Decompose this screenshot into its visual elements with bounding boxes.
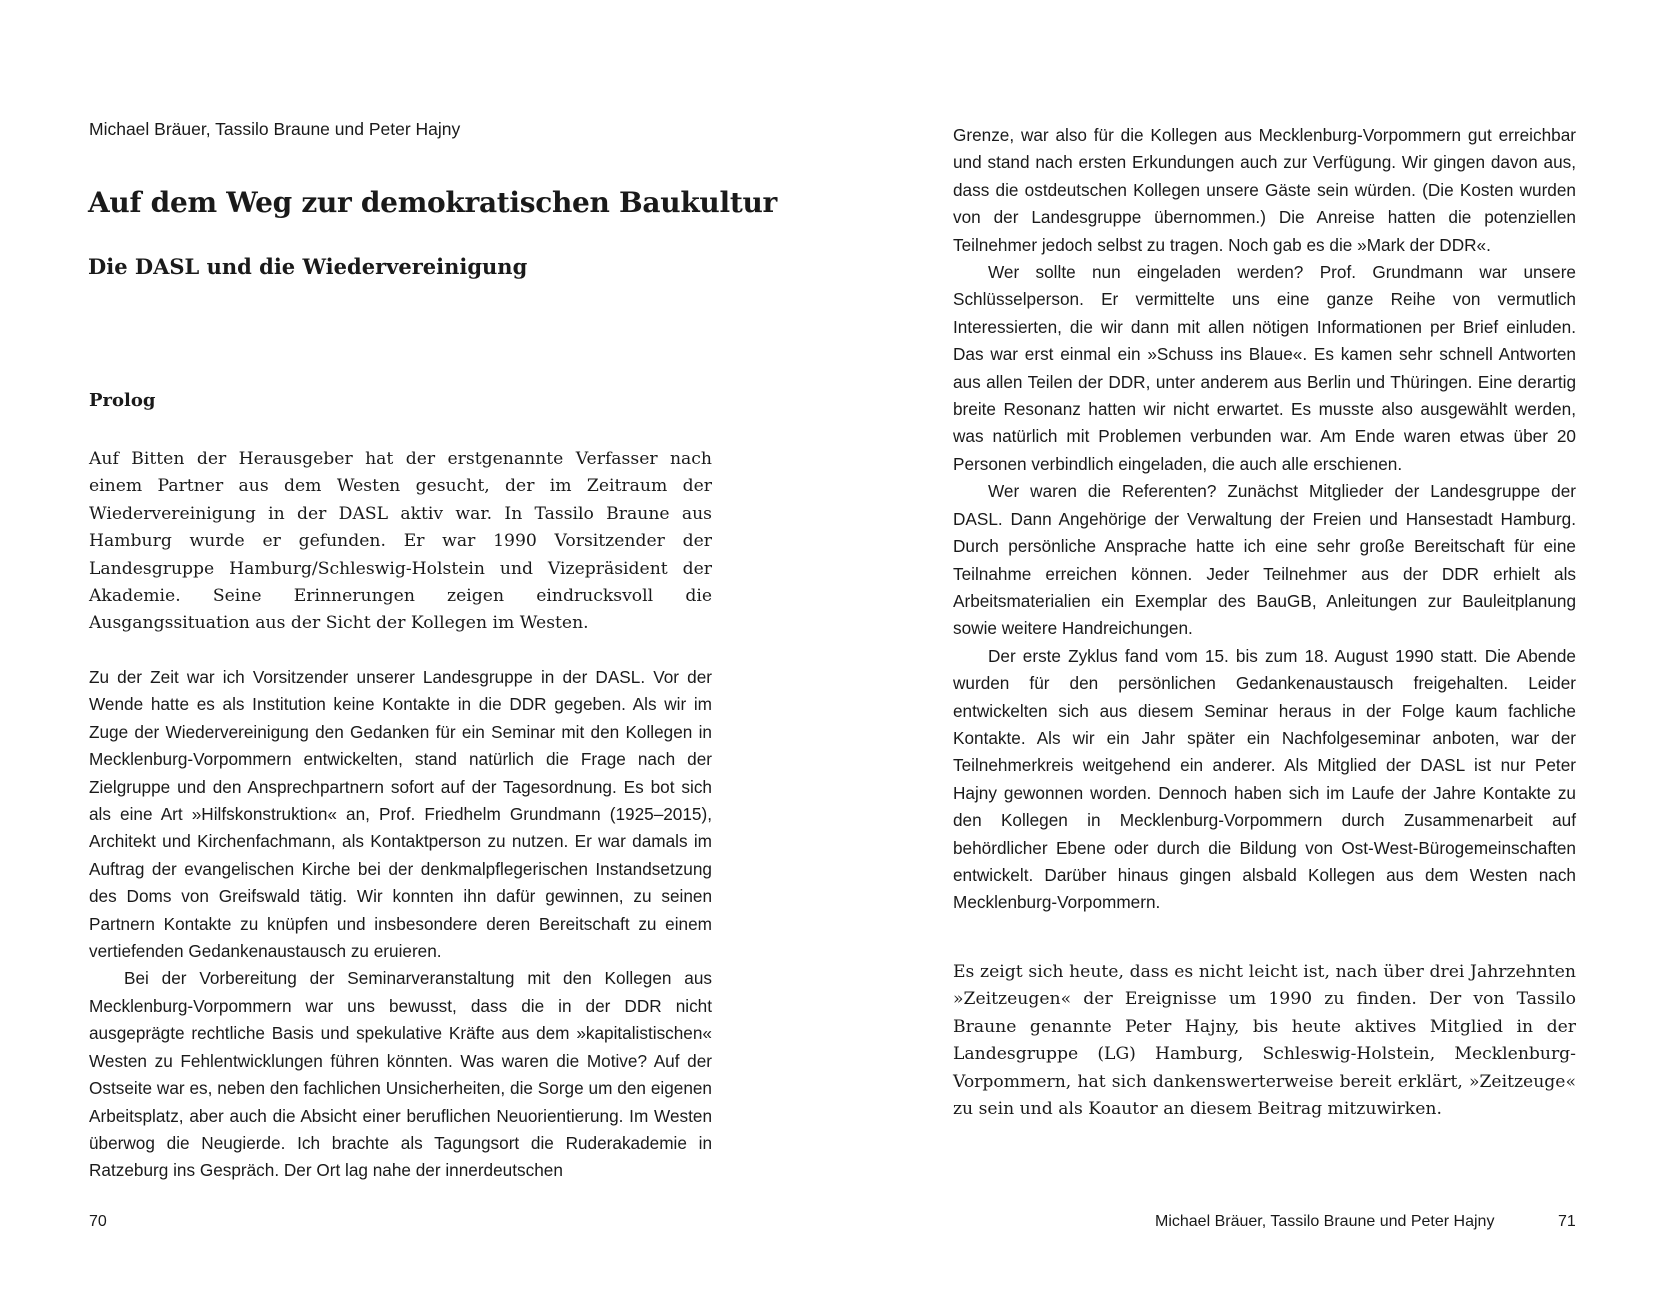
closing-text: Es zeigt sich heute, dass es nicht leicht ist, nach über drei Jahrzehnten »Zeitzeugen« der Ereignisse um 1990 zu finden. Der von Tassilo Braune genannte Peter Hajny, bis heute aktives Mitglied in der Landesgruppe (LG) Hamburg, Schleswig-Holstein, Mecklenburg-Vorpommern, hat sich dankenswerterweise bereit erklärt, »Zeitzeuge« zu sein und als Koautor an diesem Beitrag mitzuwirken. [953,962,1576,1120]
chapter-subtitle: Die DASL und die Wiedervereinigung [88,254,528,279]
body-text-left [89,664,712,1185]
body-paragraph: Wer waren die Referenten? Zunächst Mitglieder der Landesgruppe der DASL. Dann Angehörige der Verwaltung der Freien und Hansestadt Hamburg. Durch persönliche Ansprache hatte ich eine sehr große Bereitschaft für eine Teilnahme erreichen können. Jeder Teilnehmer aus der DDR erhielt als Arbeitsmaterialien ein Exemplar des BauGB, Anleitungen zur Bauleitplanung sowie weitere Handreichungen. [953,481,1576,639]
running-footer: Michael Bräuer, Tassilo Braune und Peter Hajny [1155,1213,1495,1230]
author-line: Michael Bräuer, Tassilo Braune und Peter Hajny [89,119,461,139]
intro-text: Auf Bitten der Herausgeber hat der erstgenannte Verfasser nach einem Partner aus dem Westen gesucht, der im Zeitraum der Wiedervereinigung in der DASL aktiv war. In Tassilo Braune aus Hamburg wurde er gefunden. Er war 1990 Vorsitzender der Landesgruppe Hamburg/Schleswig-Holstein und Vizepräsident der Akademie. Seine Erinnerungen zeigen eindrucksvoll die Ausgangssituation aus der Sicht der Kollegen im Westen. [89,449,712,634]
body-paragraph: Grenze, war also für die Kollegen aus Mecklenburg-Vorpommern gut erreichbar und stand nach ersten Erkundungen auch zur Verfügung. Wir gingen davon aus, dass die ostdeutschen Kollegen unsere Gäste sein würden. (Die Kosten wurden von der Landesgruppe übernommen.) Die Anreise hatten die potenziellen Teilnehmer jedoch selbst zu tragen. Noch gab es die »Mark der DDR«. [953,125,1576,255]
body-paragraph: Der erste Zyklus fand vom 15. bis zum 18. August 1990 statt. Die Abende wurden für den persönlichen Gedankenaustausch freigehalten. Leider entwickelten sich aus diesem Seminar heraus in der Folge kaum fachliche Kontakte. Als wir ein Jahr später ein Nachfolgeseminar anboten, war der Teilnehmerkreis weitgehend ein anderer. Als Mitglied der DASL ist nur Peter Hajny gewonnen worden. Dennoch haben sich im Laufe der Jahre Kontakte zu den Kollegen in Mecklenburg-Vorpommern durch Zusammenarbeit auf behördlicher Ebene oder durch die Bildung von Ost-West-Bürogemeinschaften entwickelt. Darüber hinaus gingen alsbald Kollegen aus dem Westen nach Mecklenburg-Vorpommern. [953,645,1576,913]
closing-paragraph [953,959,1576,1123]
chapter-title: Auf dem Weg zur demokratischen Baukultur [88,186,777,219]
section-heading: Prolog [89,390,156,411]
intro-paragraph [89,446,712,638]
body-text-right [953,122,1576,917]
body-paragraph: Zu der Zeit war ich Vorsitzender unserer Landesgruppe in der DASL. Vor der Wende hatte es als Institution keine Kontakte in die DDR gegeben. Als wir im Zuge der Wiedervereinigung den Gedanken für ein Seminar mit den Kollegen in Mecklenburg-Vorpommern entwickelten, stand natürlich die Frage nach der Zielgruppe und den Ansprechpartnern sofort auf der Tagesordnung. Es bot sich als eine Art »Hilfskonstruktion« an, Prof. Friedhelm Grundmann (1925–2015), Architekt und Kirchenfachmann, als Kontaktperson zu nutzen. Er war damals im Auftrag der evangelischen Kirche bei der denkmalpflegerischen Instandsetzung des Doms von Greifswald tätig. Wir konnten ihn dafür gewinnen, zu seinen Partnern Kontakte zu knüpfen und insbesondere deren Bereitschaft zu einem vertiefenden Gedankenaustausch zu eruieren. [89,667,712,962]
body-paragraph: Wer sollte nun eingeladen werden? Prof. Grundmann war unsere Schlüsselperson. Er vermittelte uns eine ganze Reihe von vermutlich Interessierten, die wir dann mit allen nötigen Informationen per Brief einluden. Das war erst einmal ein »Schuss ins Blaue«. Es kamen sehr schnell Antworten aus allen Teilen der DDR, unter anderem aus Berlin und Thüringen. Eine derartig breite Resonanz hatten wir nicht erwartet. Es musste also ausgewählt werden, was natürlich mit Problemen verbunden war. Am Ende waren etwas über 20 Personen verbindlich eingeladen, die auch alle erschienen. [953,262,1576,474]
page-number-right: 71 [1558,1213,1576,1230]
page-number-left: 70 [89,1213,107,1230]
right-page [827,0,1654,1299]
body-paragraph: Bei der Vorbereitung der Seminarveranstaltung mit den Kollegen aus Mecklenburg-Vorpommern war uns bewusst, dass die in der DDR nicht ausgeprägte rechtliche Basis und spekulative Kräfte aus dem »kapitalistischen« Westen zu Fehlentwicklungen führen könnten. Was waren die Motive? Auf der Ostseite war es, neben den fachlichen Unsicherheiten, die Sorge um den eigenen Arbeitsplatz, aber auch die Absicht einer beruflichen Neuorientierung. Im Westen überwog die Neugierde. Ich brachte als Tagungsort die Ruderakademie in Ratzeburg ins Gespräch. Der Ort lag nahe der innerdeutschen [89,968,712,1181]
